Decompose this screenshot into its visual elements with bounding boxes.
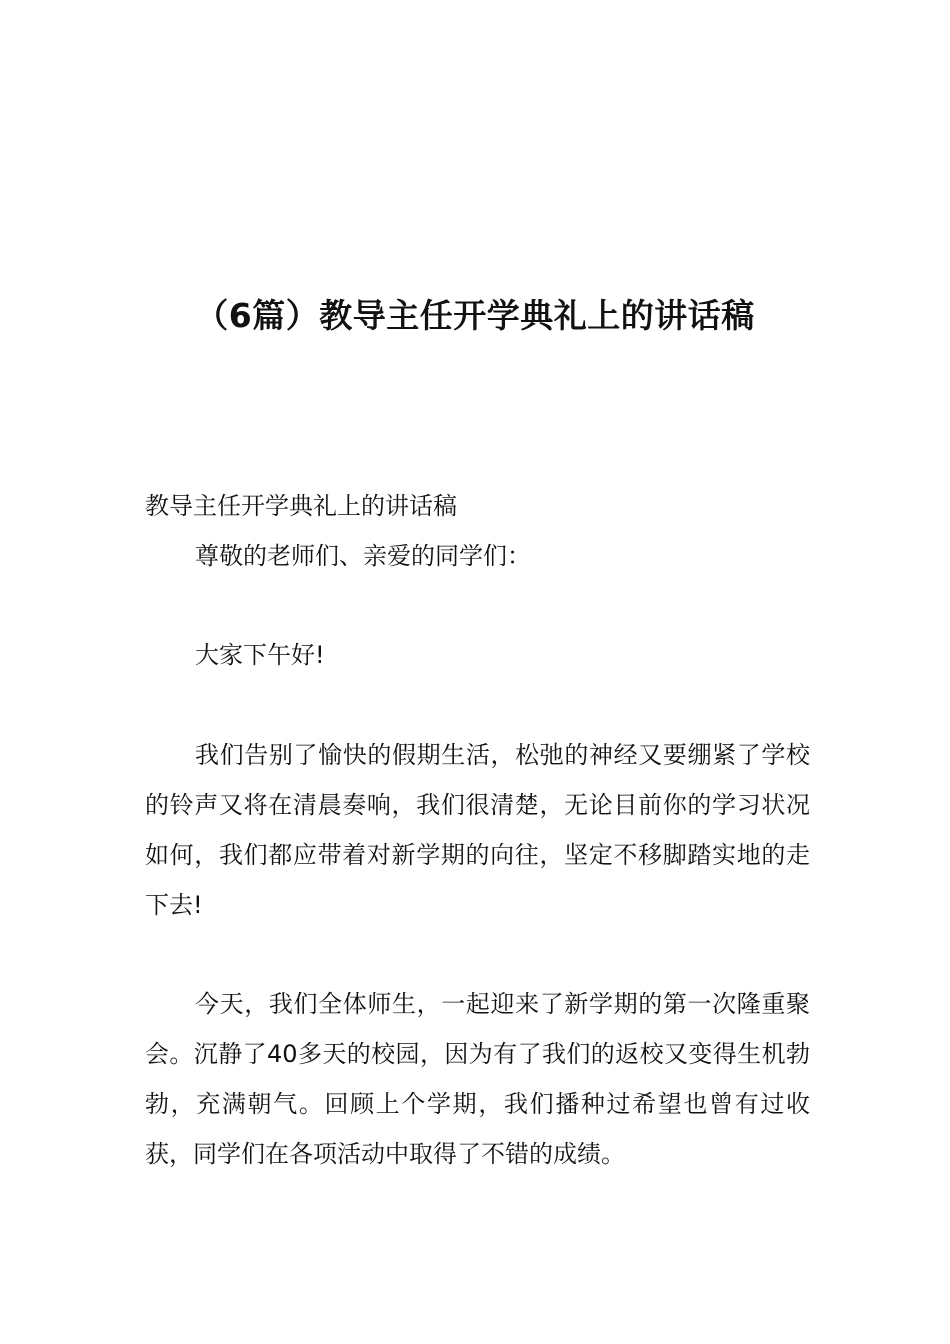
paragraph: 我们告别了愉快的假期生活，松弛的神经又要绷紧了学校的铃声又将在清晨奏响，我们很清楚，无论目前你的学习状况如何，我们都应带着对新学期的向往，坚定不移脚踏实地的走下去! — [145, 741, 810, 919]
speech-subtitle: 教导主任开学典礼上的讲话稿 — [145, 492, 457, 520]
paragraph: 今天，我们全体师生，一起迎来了新学期的第一次隆重聚会。沉静了40多天的校园，因为有了我们的返校又变得生机勃勃，充满朝气。回顾上个学期，我们播种过希望也曾有过收获，同学们在各项活动中取得了不错的成绩。 — [145, 990, 810, 1168]
salutation: 尊敬的老师们、亲爱的同学们： — [195, 542, 531, 570]
document-title: （6篇）教导主任开学典礼上的讲话稿 — [195, 296, 755, 335]
greeting: 大家下午好! — [195, 641, 325, 669]
